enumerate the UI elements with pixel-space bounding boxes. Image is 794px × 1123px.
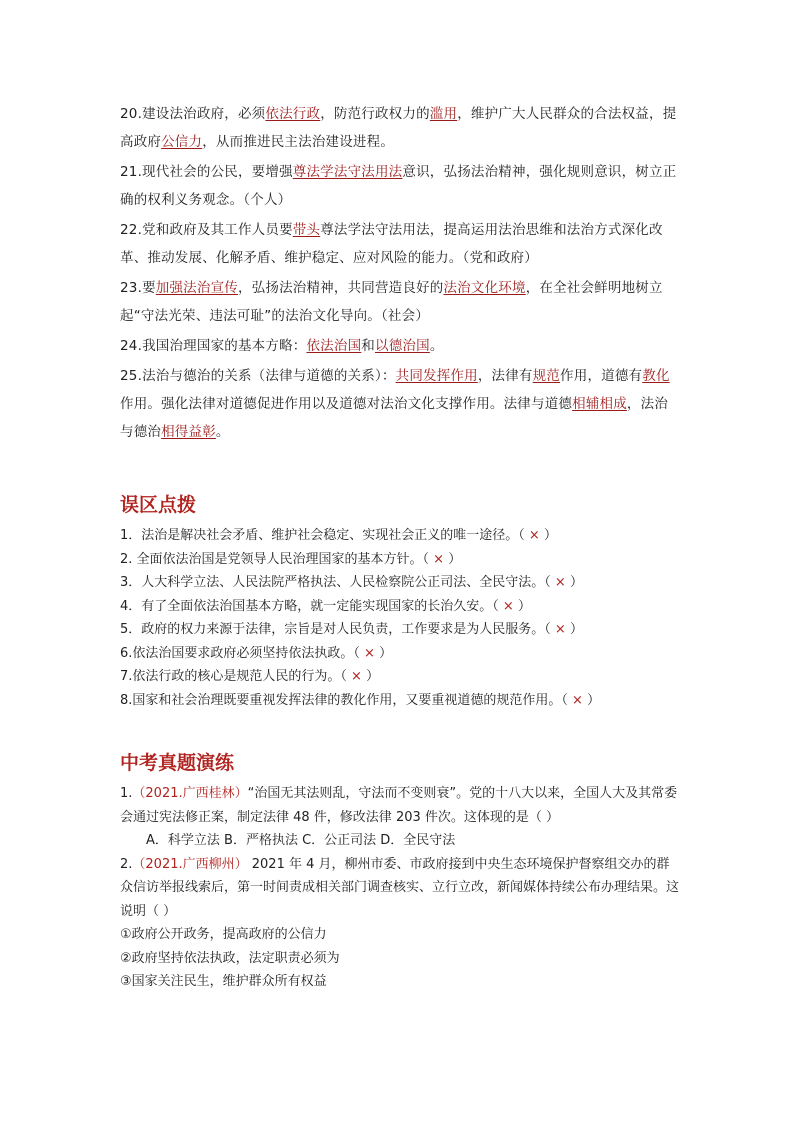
point-paragraph	[120, 332, 680, 360]
point-text: 23.要	[120, 280, 156, 296]
key-term: 加强法治宣传	[155, 280, 238, 296]
point-paragraph	[120, 362, 680, 446]
point-text: ，在全社会鲜明地树立起“守法光荣、违法可耻”的法治文化导向。（社会）	[120, 280, 663, 324]
point-paragraph	[120, 216, 680, 272]
point-text: ，弘扬法治精神，共同营造良好的	[237, 280, 444, 296]
error-text: 3．人大科学立法、人民法院严格执法、人民检察院公正司法、全民守法。（	[120, 575, 551, 590]
question-1-options: A．科学立法 B．严格执法 C．公正司法 D．全民守法	[146, 833, 456, 848]
key-term: 带头	[292, 222, 321, 238]
error-item	[120, 665, 680, 689]
wrong-mark-icon: ×	[567, 692, 588, 708]
point-text: 尊法学法守法用法，提高运用法治思维和法治方式深化改革、推动发展、化解矛盾、维护稳定、应对风险的能力。（党和政府）	[120, 222, 663, 266]
wrong-mark-icon: ×	[429, 551, 449, 567]
question-2-item: ②政府坚持依法执政，法定职责必须为	[120, 950, 340, 966]
errors-list	[120, 524, 680, 712]
key-term: 规范	[532, 368, 561, 384]
document-page	[120, 100, 680, 994]
point-text: ，维护广大人民群众的合法权益，提高政府	[120, 106, 677, 150]
point-text: 25.法治与德治的关系（法律与道德的关系）：	[120, 368, 396, 384]
key-term: 滥用	[429, 106, 458, 122]
error-text: 6.依法治国要求政府必须坚持依法执政。（	[120, 645, 360, 661]
point-text: ，法律有	[477, 368, 533, 384]
key-term: 依法治国	[306, 338, 362, 354]
wrong-mark-icon: ×	[524, 528, 544, 543]
error-item	[120, 642, 680, 666]
point-paragraph	[120, 100, 680, 156]
key-term: 公信力	[161, 134, 203, 150]
exam-questions	[120, 782, 680, 994]
point-text: 24.我国治理国家的基本方略：	[120, 338, 307, 354]
error-bracket: ）	[543, 528, 557, 543]
point-text: 作用，道德有	[560, 368, 643, 384]
error-bracket: ）	[379, 645, 393, 661]
question-2: 2.（2021.广西柳州） 2021 年 4 月，柳州市委、市政府接到中央生态环境保护督察组交办的群众信访举报线索后，第一时间责成相关部门调查核实、立行立改，新闻媒体持续公布办理结果。这说明（ ）	[120, 856, 680, 919]
error-text: 4．有了全面依法治国基本方略，就一定能实现国家的长治久安。（	[120, 598, 499, 614]
key-term: 依法行政	[265, 106, 321, 122]
key-term: 以德治国	[375, 338, 430, 354]
error-text: 7.依法行政的核心是规范人民的行为。（	[120, 669, 347, 684]
point-text: ，从而推进民主法治建设进程。	[202, 134, 395, 150]
point-paragraph	[120, 158, 680, 214]
point-text: ，法治与德治	[120, 396, 669, 440]
error-item	[120, 524, 680, 548]
key-term: 法治文化环境	[443, 280, 526, 296]
error-item	[120, 689, 680, 713]
error-item	[120, 618, 680, 642]
point-text: 作用。强化法律对道德促进作用以及道德对法治文化支撑作用。法律与道德	[120, 396, 573, 412]
wrong-mark-icon: ×	[498, 598, 518, 614]
error-bracket: ）	[366, 669, 380, 684]
point-text: 21.现代社会的公民，要增强	[120, 164, 293, 180]
error-item	[120, 548, 680, 572]
point-text: 。	[429, 338, 444, 354]
error-text: 2. 全面依法治国是党领导人民治理国家的基本方针。（	[120, 551, 430, 567]
section-title-exam: 中考真题演练	[120, 752, 235, 774]
point-paragraph	[120, 274, 680, 330]
error-item	[120, 595, 680, 619]
error-item	[120, 571, 680, 595]
section-title-errors: 误区点拨	[120, 494, 197, 516]
key-points	[120, 100, 680, 446]
point-text: 20.建设法治政府，必须	[120, 106, 266, 122]
point-text: 和	[361, 338, 375, 354]
point-text: ，防范行政权力的	[320, 106, 430, 122]
wrong-mark-icon: ×	[550, 575, 570, 590]
error-bracket: ）	[569, 575, 583, 590]
question-source: （2021.广西柳州）	[132, 856, 248, 872]
error-text: 8.国家和社会治理既要重视发挥法律的教化作用，又要重视道德的规范作用。（	[120, 692, 568, 708]
error-bracket: ）	[587, 692, 601, 708]
key-term: 相得益彰	[161, 424, 216, 440]
wrong-mark-icon: ×	[359, 645, 380, 661]
question-2-item: ③国家关注民生，维护群众所有权益	[120, 974, 327, 989]
question-2-item: ①政府公开政务，提高政府的公信力	[120, 927, 327, 942]
point-text: 22.党和政府及其工作人员要	[120, 222, 293, 238]
error-bracket: ）	[448, 551, 462, 567]
wrong-mark-icon: ×	[550, 622, 570, 637]
error-bracket: ）	[569, 622, 583, 637]
error-bracket: ）	[517, 598, 531, 614]
key-term: 相辅相成	[572, 396, 627, 412]
question-1: 1.（2021.广西桂林）“治国无其法则乱，守法而不变则衰”。党的十八大以来，全国人大及其常委会通过宪法修正案，制定法律 48 件，修改法律 203 件次。这体现的是（ ）	[120, 786, 678, 825]
point-text: 意识，弘扬法治精神，强化规则意识，树立正确的权利义务观念。（个人）	[120, 164, 677, 208]
error-text: 1．法治是解决社会矛盾、维护社会稳定、实现社会正义的唯一途径。（	[120, 528, 525, 543]
point-text: 。	[215, 424, 230, 440]
question-source: （2021.广西桂林）	[132, 786, 248, 801]
key-term: 共同发挥作用	[395, 368, 478, 384]
wrong-mark-icon: ×	[346, 669, 367, 684]
error-text: 5．政府的权力来源于法律，宗旨是对人民负责，工作要求是为人民服务。（	[120, 622, 551, 637]
key-term: 教化	[642, 368, 670, 384]
key-term: 尊法学法守法用法	[292, 164, 403, 180]
